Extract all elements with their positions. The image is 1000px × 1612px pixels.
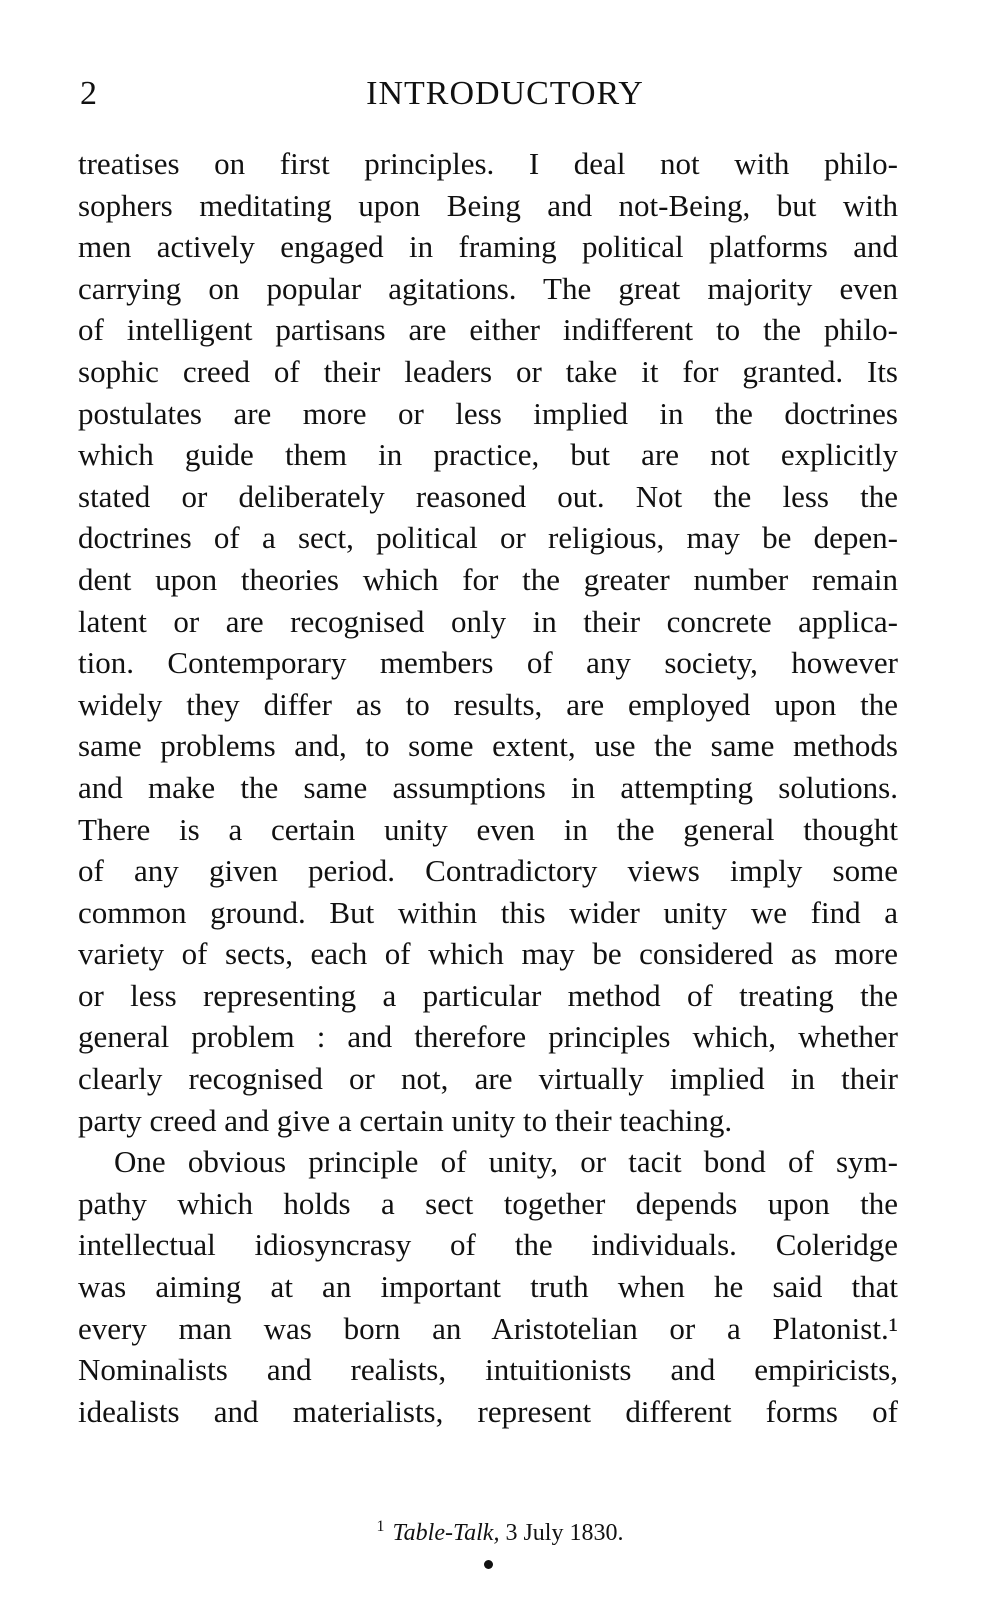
page-number: 2 [80, 75, 97, 112]
footnote-title: Table-Talk, [392, 1520, 500, 1546]
text-line: of intelligent partisans are either indifferent to the philo- [78, 312, 898, 348]
text-line: postulates are more or less implied in the doctrines [78, 395, 898, 431]
text-line: There is a certain unity even in the general thought [78, 811, 898, 847]
text-line: and make the same assumptions in attempting solutions. [78, 769, 898, 805]
text-line: widely they differ as to results, are employed upon the [78, 686, 898, 722]
signature-mark [484, 1560, 493, 1569]
text-line: of any given period. Contradictory views imply some [78, 853, 898, 889]
text-line: sophic creed of their leaders or take it for granted. Its [78, 353, 898, 389]
text-line: was aiming at an important truth when he said that [78, 1269, 898, 1305]
footnote-marker: 1 [376, 1518, 385, 1535]
text-line: party creed and give a certain unity to their teaching. [78, 1102, 733, 1138]
text-line: common ground. But within this wider unity we find a [78, 894, 898, 930]
text-line: doctrines of a sect, political or religious, may be depen- [78, 520, 898, 556]
footnote [0, 1512, 1000, 1548]
text-line: variety of sects, each of which may be considered as more [78, 936, 898, 972]
text-line: Nominalists and realists, intuitionists and empiricists, [78, 1352, 898, 1388]
text-line: tion. Contemporary members of any society, however [78, 645, 898, 681]
footnote-date: 3 July 1830. [505, 1520, 624, 1546]
body-text [78, 143, 898, 1432]
text-line: stated or deliberately reasoned out. Not the less the [78, 478, 898, 514]
text-line: carrying on popular agitations. The great majority even [78, 270, 898, 306]
text-line: general problem : and therefore principles which, whether [78, 1019, 898, 1055]
text-line: idealists and materialists, represent different forms of [78, 1393, 898, 1429]
text-line: pathy which holds a sect together depends upon the [78, 1185, 898, 1221]
text-line: men actively engaged in framing political platforms and [78, 229, 898, 265]
text-line: or less representing a particular method of treating the [78, 977, 898, 1013]
text-line: sophers meditating upon Being and not-Being, but with [78, 187, 898, 223]
text-line: every man was born an Aristotelian or a Platonist.¹ [78, 1310, 898, 1346]
text-line: One obvious principle of unity, or tacit bond of sym- [114, 1144, 898, 1180]
text-line: same problems and, to some extent, use the same methods [78, 728, 898, 764]
text-line: treatises on first principles. I deal not with philo- [78, 146, 898, 181]
running-title: INTRODUCTORY [366, 75, 644, 112]
text-line: clearly recognised or not, are virtually implied in their [78, 1061, 898, 1097]
text-line: intellectual idiosyncrasy of the individuals. Coleridge [78, 1227, 898, 1263]
text-line: which guide them in practice, but are not explicitly [78, 437, 898, 473]
text-line: latent or are recognised only in their concrete applica- [78, 603, 898, 639]
text-line: dent upon theories which for the greater number remain [78, 561, 898, 597]
